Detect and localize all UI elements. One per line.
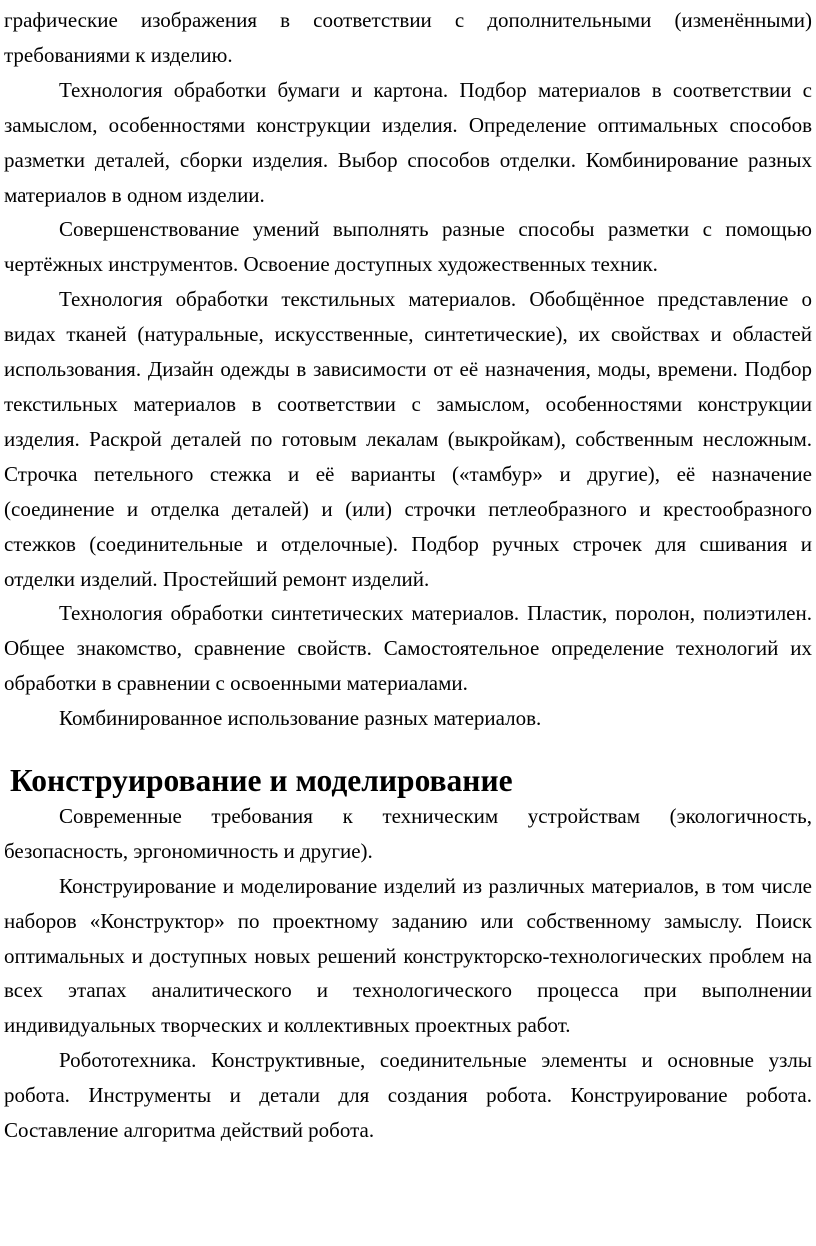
paragraph-textile-materials: Технология обработки текстильных материалов. Обобщённое представление о видах тканей (натуральные, искусственные, синтетические), их свойствах и областей использования. Дизайн одежды в зависимости от её назначения, моды, времени. Подбор текстильных материалов в соответствии с замыслом, особенностями конструкции изделия. Раскрой деталей по готовым лекалам (выкройкам), собственным несложным. Строчка петельного стежка и её варианты («тамбур» и другие), её назначение (соединение и отделка деталей) и (или) строчки петлеобразного и крестообразного стежков (соединительные и отделочные). Подбор ручных строчек для сшивания и отделки изделий. Простейший ремонт изделий.	[4, 287, 812, 591]
paragraph-marking-skills: Совершенствование умений выполнять разные способы разметки с помощью чертёжных инструментов. Освоение доступных художественных техник.	[4, 217, 812, 277]
section-heading-construction: Конструирование и моделирование	[10, 763, 513, 799]
paragraph-synthetic-materials: Технология обработки синтетических материалов. Пластик, поролон, полиэтилен. Общее знакомство, сравнение свойств. Самостоятельное определение технологий их обработки в сравнении с освоенными материалами.	[4, 601, 812, 696]
paragraph-combined-materials: Комбинированное использование разных материалов.	[59, 706, 542, 731]
paragraph-paper-cardboard: Технология обработки бумаги и картона. Подбор материалов в соответствии с замыслом, особенностями конструкции изделия. Определение оптимальных способов разметки деталей, сборки изделия. Выбор способов отделки. Комбинирование разных материалов в одном изделии.	[4, 77, 812, 207]
paragraph-continuation: графические изображения в соответствии с дополнительными (изменёнными) требованиями к изделию.	[4, 8, 812, 67]
paragraph-construction-modeling: Конструирование и моделирование изделий из различных материалов, в том числе наборов «Конструктор» по проектному заданию или собственному замыслу. Поиск оптимальных и доступных новых решений конструкторско-технологических проблем на всех этапах аналитического и технологического процесса при выполнении индивидуальных творческих и коллективных проектных работ.	[4, 873, 812, 1038]
paragraph-robotics: Робототехника. Конструктивные, соединительные элементы и основные узлы робота. Инструменты и детали для создания робота. Конструирование робота. Составление алгоритма действий робота.	[4, 1048, 812, 1143]
paragraph-modern-requirements: Современные требования к техническим устройствам (экологичность, безопасность, эргономичность и другие).	[4, 803, 812, 863]
